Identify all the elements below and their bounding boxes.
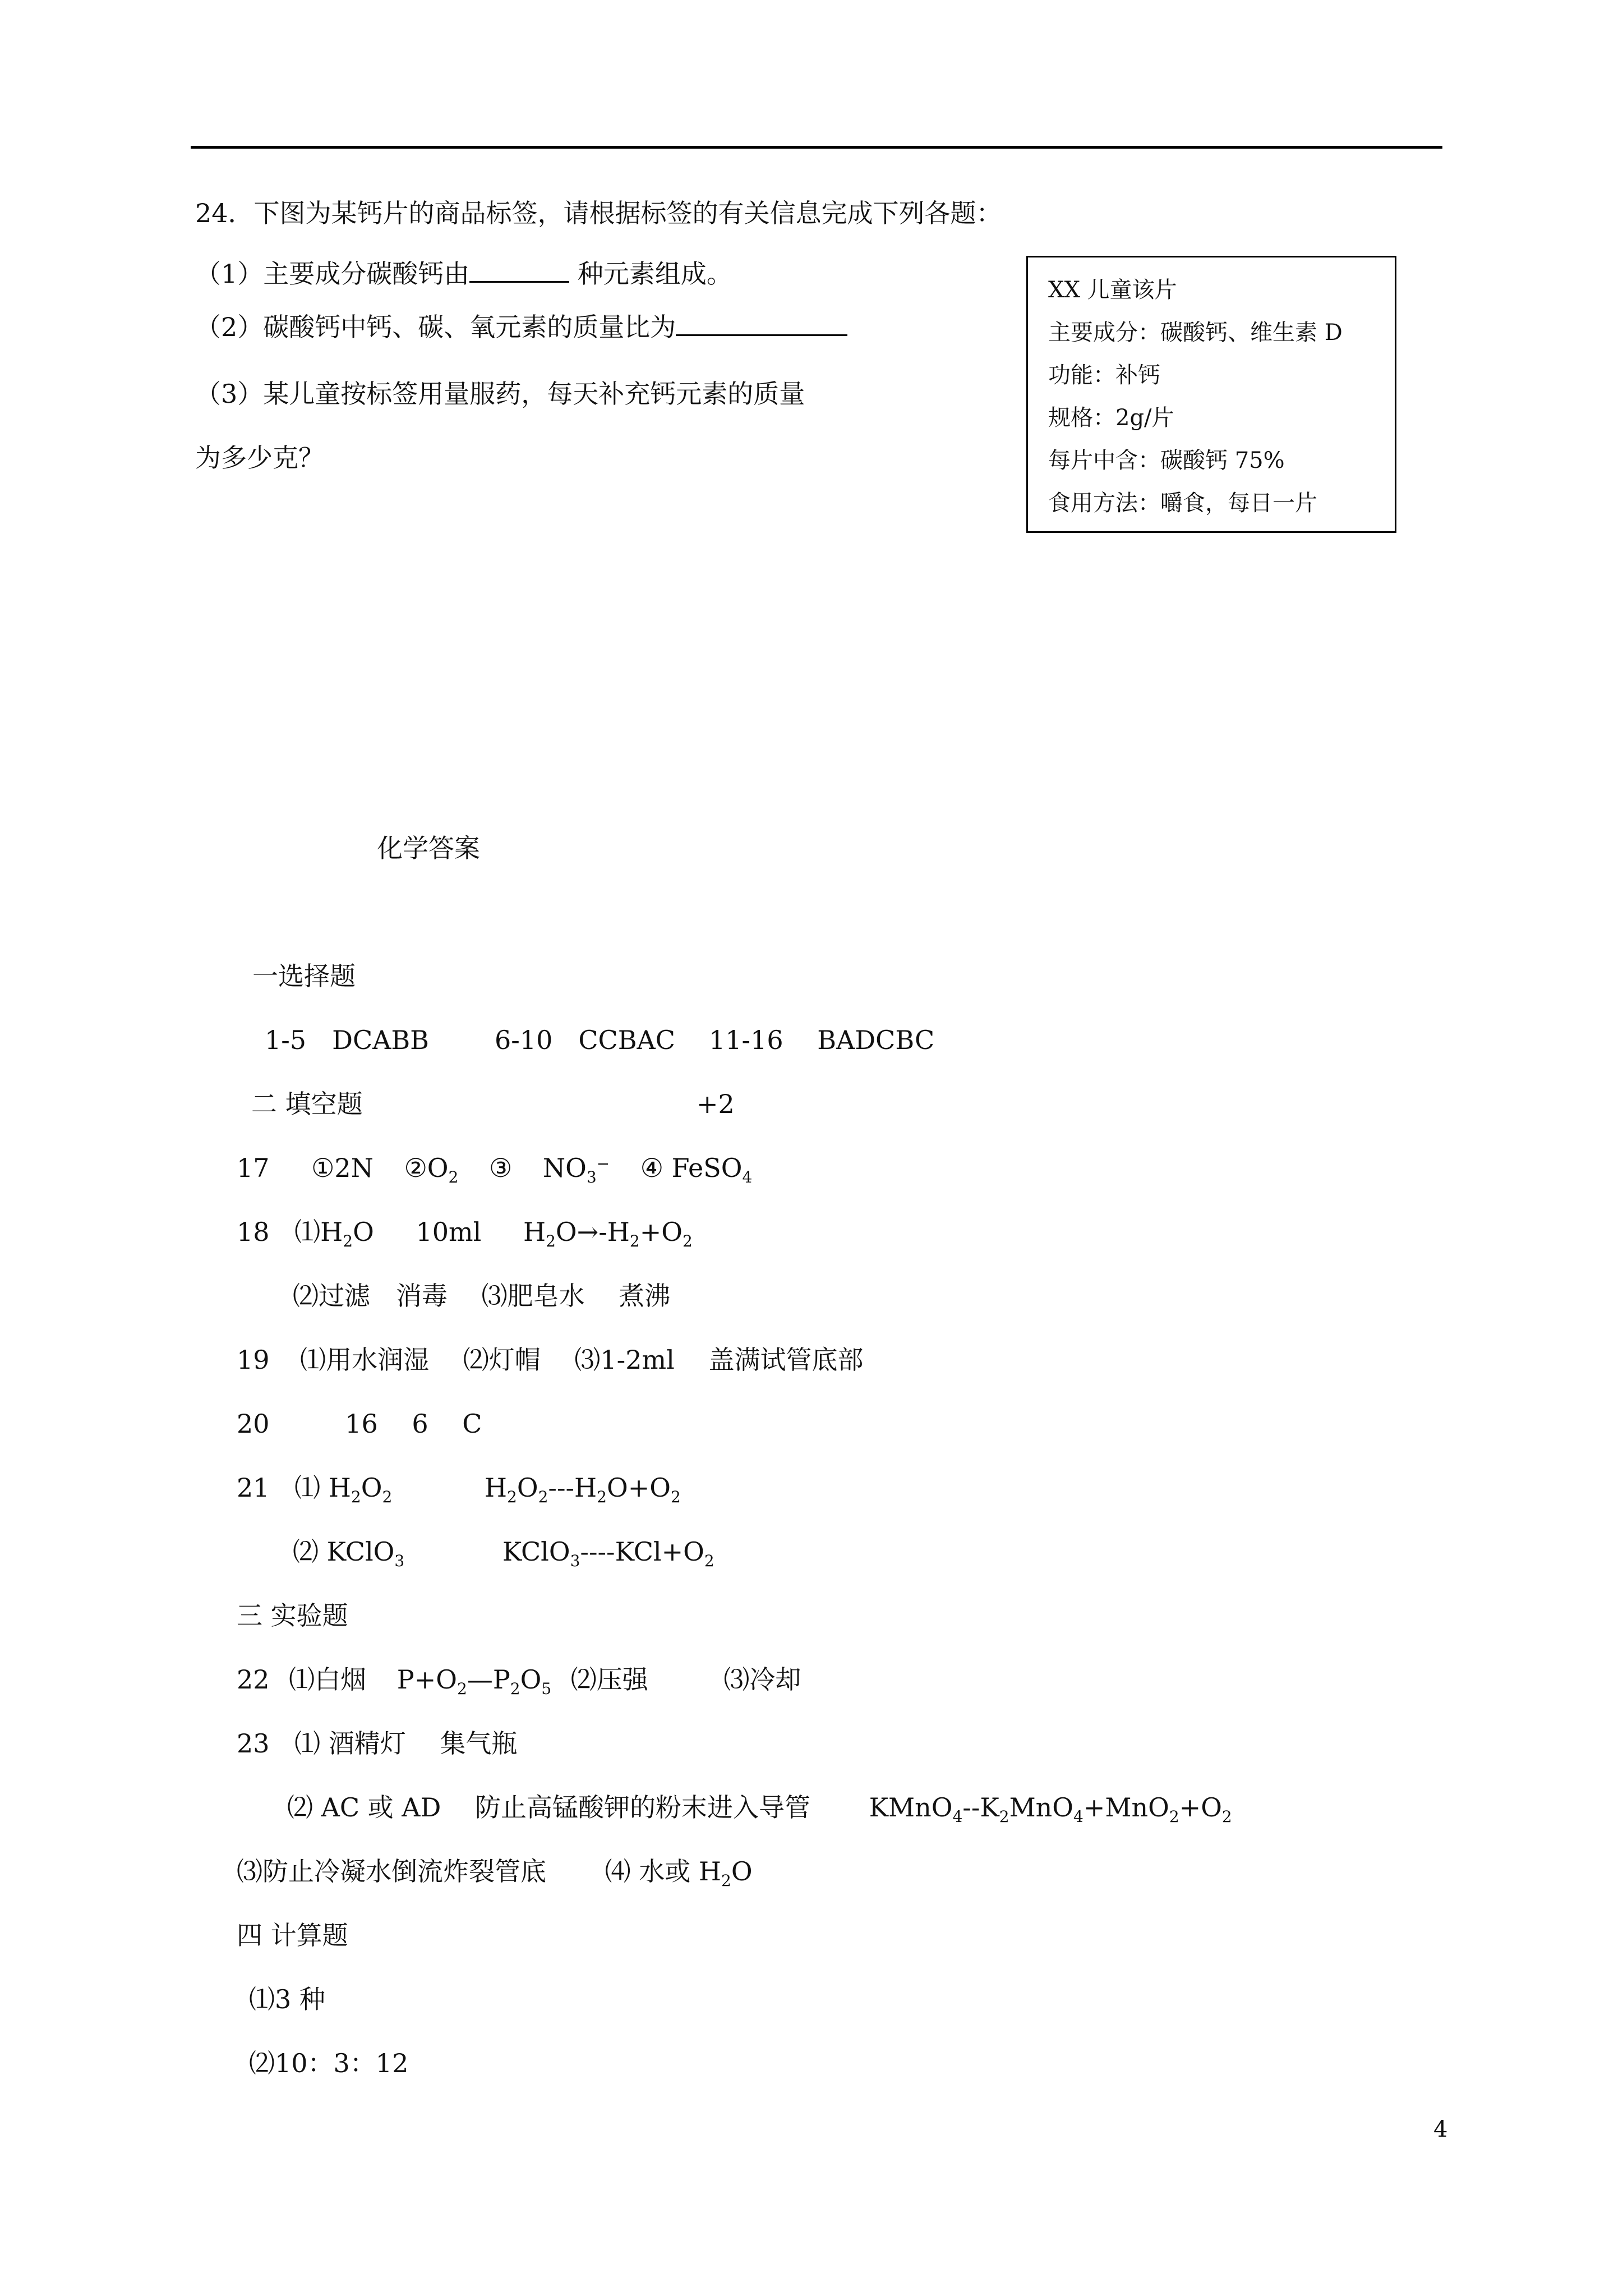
answer-17-d: ④ FeSO$_4$ <box>640 1153 753 1186</box>
q1-prefix: （1）主要成分碳酸钙由 <box>195 259 470 289</box>
answer-23-equation: $KMnO_4--K_2MnO_4+MnO_2+O_2$ <box>869 1792 1232 1826</box>
answer-21-line1 <box>237 1471 681 1504</box>
answer-22-number: 22 <box>237 1664 270 1695</box>
label-content: 每片中含：碳酸钙 75% <box>1048 448 1285 473</box>
answer-21-line2 <box>293 1535 714 1568</box>
mc-answers-1-5: 1-5 DCABB <box>265 1025 429 1055</box>
answer-18-equation: $H_2O\to-H_2+O_2$ <box>523 1217 693 1250</box>
answer-20-number: 20 <box>237 1409 270 1439</box>
answer-17-b: $②O_2$ <box>404 1153 459 1186</box>
label-spec: 规格：2g/片 <box>1048 405 1174 431</box>
answer-21-substance-2: ⑵ KClO$_3$ <box>293 1536 405 1570</box>
answer-23-number: 23 <box>237 1728 270 1759</box>
section-4-heading: 四 计算题 <box>237 1920 348 1950</box>
calc-answer-1: ⑴3 种 <box>249 1984 325 2014</box>
answer-18-substance: $⑴H_2O$ <box>294 1217 374 1250</box>
question-24-part3-line2: 为多少克？ <box>195 443 324 473</box>
answer-23-water: ⑷ 水或 $H_2O$ <box>605 1856 753 1890</box>
answer-22-equation: $P+O_2—P_2O_5$ <box>396 1664 552 1698</box>
answer-18-number: 18 <box>237 1217 270 1247</box>
page-number: 4 <box>1433 2116 1448 2142</box>
answer-23-line3 <box>237 1855 753 1888</box>
question-24-part3-line1: （3）某儿童按标签用量服药，每天补充钙元素的质量 <box>195 379 805 409</box>
label-usage: 食用方法：嚼食，每日一片 <box>1048 490 1317 516</box>
q2-prefix: （2）碳酸钙中钙、碳、氧元素的质量比为 <box>195 312 676 342</box>
answer-18-line1 <box>237 1215 693 1249</box>
answer-21-equation: $H_2O_2---H_2O+O_2$ <box>484 1473 681 1506</box>
mc-answers-6-10: 6-10 CCBAC <box>495 1025 675 1055</box>
question-24-part1 <box>195 255 732 291</box>
answer-23-setup: ⑵ AC 或 AD 防止高锰酸钾的粉末进入导管 <box>287 1792 811 1823</box>
answer-17 <box>237 1151 752 1185</box>
answer-21-substance: ⑴ $H_2O_2$ <box>294 1473 393 1506</box>
answer-19-number: 19 <box>237 1345 270 1375</box>
answer-22 <box>237 1663 801 1696</box>
answer-18-line2: ⑵过滤 消毒 ⑶肥皂水 煮沸 <box>293 1281 671 1311</box>
answer-23-line2 <box>287 1791 1232 1824</box>
calc-answer-2: ⑵10：3：12 <box>249 2048 409 2078</box>
answer-18-volume: 10ml <box>416 1217 482 1247</box>
answer-17-number: 17 <box>237 1153 270 1183</box>
section-1-heading: 一选择题 <box>252 961 356 991</box>
q1-answer-blank[interactable] <box>469 255 569 283</box>
answer-22-observation: ⑴白烟 <box>289 1664 367 1695</box>
section-3-heading: 三 实验题 <box>237 1600 348 1631</box>
question-24-stem: 24．下图为某钙片的商品标签，请根据标签的有关信息完成下列各题： <box>195 198 1002 228</box>
section-2-heading: 二 填空题 <box>251 1089 363 1119</box>
question-24-part2 <box>195 309 847 344</box>
mc-answers-11-16: 11-16 BADCBC <box>709 1025 935 1055</box>
answer-17-c-marker: ③ <box>488 1153 513 1183</box>
answers-title: 化学答案 <box>377 833 480 863</box>
answer-20 <box>237 1407 482 1441</box>
q1-suffix: 种元素组成。 <box>569 259 732 289</box>
answer-19-text: ⑴用水润湿 ⑵灯帽 ⑶1-2ml 盖满试管底部 <box>300 1345 864 1375</box>
valence-mark: +2 <box>697 1089 735 1119</box>
answer-19 <box>237 1343 863 1377</box>
header-rule <box>191 146 1442 149</box>
answer-20-text: 16 6 C <box>345 1409 482 1439</box>
q2-answer-blank[interactable] <box>676 309 847 336</box>
answer-21-number: 21 <box>237 1473 270 1503</box>
answer-21-equation-2: $KClO_3----KCl+O_2$ <box>502 1536 714 1570</box>
answer-22-cooling: ⑶冷却 <box>723 1664 801 1695</box>
label-title: XX 儿童该片 <box>1048 277 1177 303</box>
answer-23-reason: ⑶防止冷凝水倒流炸裂管底 <box>237 1856 546 1887</box>
label-function: 功能：补钙 <box>1048 362 1160 388</box>
answer-17-c: $NO_3^-$ <box>542 1153 610 1186</box>
answer-23-line1 <box>237 1727 517 1760</box>
label-ingredients: 主要成分：碳酸钙、维生素 D <box>1048 320 1343 346</box>
answer-22-pressure: ⑵压强 <box>570 1664 648 1695</box>
answer-23-apparatus: ⑴ 酒精灯 集气瓶 <box>294 1728 518 1759</box>
product-label-box <box>1026 256 1396 533</box>
answer-17-a: ①2N <box>311 1153 374 1183</box>
